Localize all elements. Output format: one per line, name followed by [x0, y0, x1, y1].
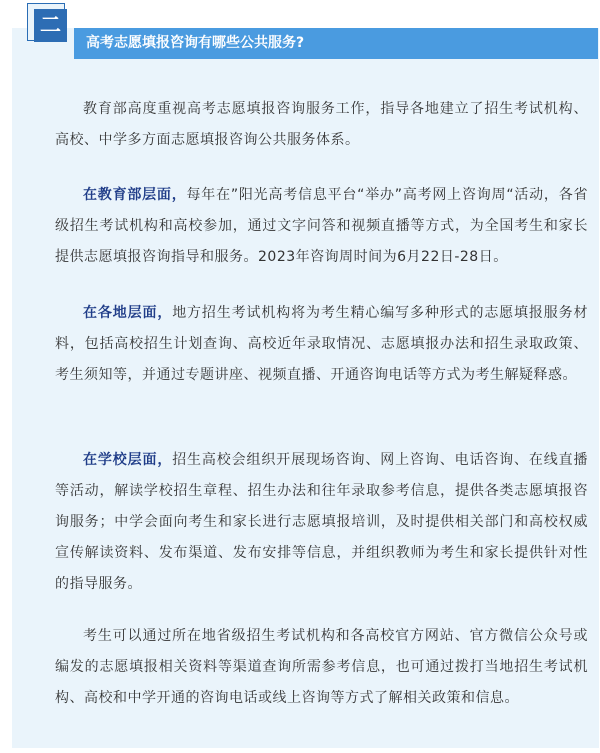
paragraph-ministry-level — [55, 180, 588, 273]
paragraph-text: 地方招生考试机构将为考生精心编写多种形式的志愿填报服务材料，包括高校招生计划查询、高校近年录取情况、志愿填报办法和招生录取政策、考生须知等，并通过专题讲座、视频直播、开通咨询电话等方式为考生解疑释惑。 — [55, 305, 589, 383]
paragraph-text: 考生可以通过所在地省级招生考试机构和各高校官方网站、官方微信公众号或编发的志愿填报相关资料等渠道查询所需参考信息，也可通过拨打当地招生考试机构、高校和中学开通的咨询电话或线上咨询等方式了解相关政策和信息。 — [55, 628, 588, 706]
section-number-badge: 二 — [34, 9, 67, 42]
paragraph-text: 招生高校会组织开展现场咨询、网上咨询、电话咨询、在线直播等活动，解读学校招生章程、招生办法和往年录取参考信息，提供各类志愿填报咨询服务；中学会面向考生和家长进行志愿填报培训，及时提供相关部门和高校权威宣传解读资料、发布渠道、发布安排等信息，并组织教师为考生和家长提供针对性的指导服务。 — [55, 452, 589, 592]
paragraph-local-level — [55, 298, 588, 391]
paragraph-conclusion — [55, 621, 588, 714]
paragraph-text: 每年在”阳光高考信息平台“举办”高考网上咨询周“活动，各省级招生考试机构和高校参加，通过文字问答和视频直播等方式，为全国考生和家长提供志愿填报咨询指导和服务。2023年咨询周时间为6月22日-28日。 — [55, 187, 588, 265]
paragraph-lead: 在教育部层面， — [83, 187, 187, 203]
paragraph-lead: 在各地层面， — [83, 305, 173, 321]
paragraph-school-level — [55, 445, 588, 600]
section-title: 高考志愿填报咨询有哪些公共服务? — [86, 35, 305, 51]
paragraph-lead: 在学校层面， — [83, 452, 173, 468]
paragraph-intro — [55, 94, 588, 156]
paragraph-text: 教育部高度重视高考志愿填报咨询服务工作，指导各地建立了招生考试机构、高校、中学多方面志愿填报咨询公共服务体系。 — [55, 101, 588, 148]
